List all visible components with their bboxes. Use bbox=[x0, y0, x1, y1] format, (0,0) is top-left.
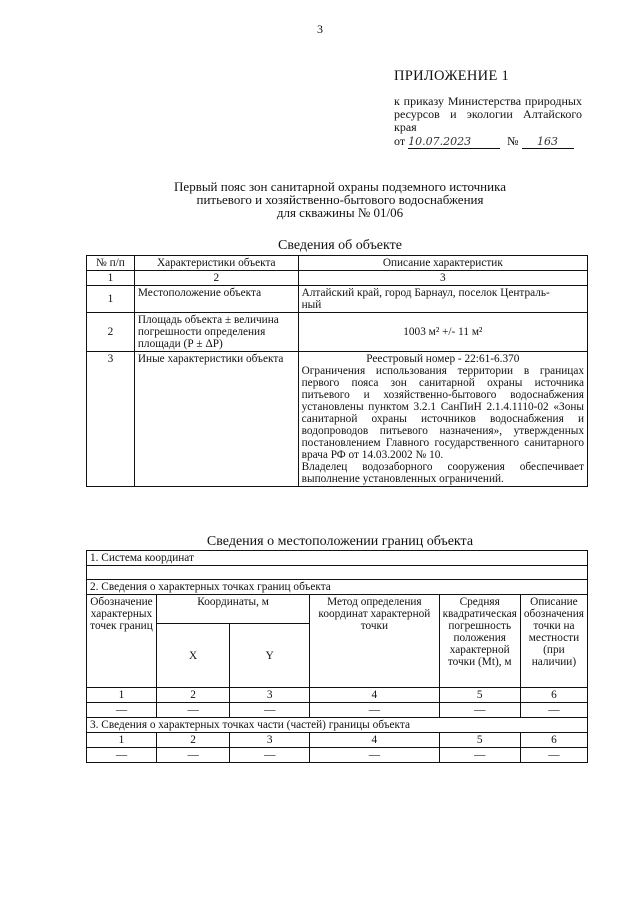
empty-value: — bbox=[439, 748, 520, 763]
header-point-description: Описание обозначения точки на местности (при наличии) bbox=[520, 595, 587, 688]
desc-line: ный bbox=[301, 299, 322, 311]
header-num: № п/п bbox=[87, 256, 135, 271]
row-characteristic: Местоположение объекта bbox=[134, 286, 298, 313]
object-table bbox=[86, 255, 588, 487]
document-title bbox=[120, 180, 560, 219]
date-prefix: от bbox=[394, 134, 406, 148]
appendix-title: ПРИЛОЖЕНИЕ 1 bbox=[394, 68, 510, 84]
blank-cell bbox=[87, 566, 588, 580]
header-designation: Обозначение характерных точек границ bbox=[87, 595, 157, 688]
row-number: 2 bbox=[87, 313, 135, 352]
header-x: X bbox=[156, 624, 229, 688]
location-table bbox=[86, 550, 588, 763]
registry-number: Реестровый номер - 22:61-6.370 bbox=[366, 353, 520, 365]
empty-value: — bbox=[87, 703, 157, 718]
column-number: 6 bbox=[520, 688, 587, 703]
boundary-part-points-row bbox=[87, 718, 588, 733]
table-row bbox=[87, 286, 588, 313]
row-number: 1 bbox=[87, 286, 135, 313]
column-number: 2 bbox=[156, 733, 229, 748]
header-number: 3 bbox=[298, 271, 587, 286]
empty-value: — bbox=[87, 748, 157, 763]
restrictions-text: Ограничения использования территории в границах первого пояса зон санитарной охраны источника питьевого и хозяйственно-бытового водоснабжения установлены пунктом 3.2.1 СанПиН 2.1.4.1110-02 «Зоны санитарной охраны источников водоснабжения и водопроводов питьевого назначения», утвержденных постановлением Главного государственного санитарного врача РФ от 14.03.2002 № 10. bbox=[301, 365, 584, 461]
number-prefix: № bbox=[507, 134, 519, 148]
column-number: 4 bbox=[310, 733, 439, 748]
empty-value: — bbox=[520, 748, 587, 763]
table-row bbox=[87, 703, 588, 718]
table-header-number-row bbox=[87, 271, 588, 286]
column-number: 5 bbox=[439, 733, 520, 748]
column-number: 6 bbox=[520, 733, 587, 748]
boundary-points-row bbox=[87, 580, 588, 595]
appendix-reference: к приказу Министерства природных ресурсов и экологии Алтайского края bbox=[394, 94, 582, 134]
table-row bbox=[87, 352, 588, 487]
empty-value: — bbox=[230, 703, 310, 718]
row-characteristic: Площадь объекта ± величина погрешности определения площади (Р ± ΔР) bbox=[134, 313, 298, 352]
number-value: 163 bbox=[522, 135, 574, 149]
column-number: 3 bbox=[230, 688, 310, 703]
table-number-row bbox=[87, 688, 588, 703]
header-y: Y bbox=[230, 624, 310, 688]
empty-value: — bbox=[439, 703, 520, 718]
boundary-points-label: 2. Сведения о характерных точках границ объекта bbox=[87, 580, 588, 595]
row-description bbox=[298, 352, 587, 487]
title-line-3: для скважины № 01/06 bbox=[276, 205, 404, 220]
row-description bbox=[298, 286, 587, 313]
boundary-part-points-label: 3. Сведения о характерных точках части (частей) границы объекта bbox=[87, 718, 588, 733]
coordinate-system-row bbox=[87, 551, 588, 566]
empty-value: — bbox=[230, 748, 310, 763]
coordinate-system-label: 1. Система координат bbox=[87, 551, 588, 566]
title-line-1: Первый пояс зон санитарной охраны подземного источника bbox=[174, 179, 506, 194]
appendix-date-line bbox=[394, 134, 584, 149]
row-characteristic: Иные характеристики объекта bbox=[134, 352, 298, 487]
page-number: 3 bbox=[317, 22, 323, 36]
owner-text: Владелец водозаборного сооружения обеспечивает выполнение установленных ограничений. bbox=[301, 461, 584, 485]
empty-value: — bbox=[310, 748, 439, 763]
empty-value: — bbox=[520, 703, 587, 718]
empty-value: — bbox=[310, 703, 439, 718]
row-number: 3 bbox=[87, 352, 135, 487]
blank-row bbox=[87, 566, 588, 580]
column-number: 5 bbox=[439, 688, 520, 703]
column-number: 2 bbox=[156, 688, 229, 703]
empty-value: — bbox=[156, 703, 229, 718]
empty-value: — bbox=[156, 748, 229, 763]
desc-line: Алтайский край, город Барнаул, поселок Централь- bbox=[301, 287, 550, 299]
date-value: 10.07.2023 bbox=[408, 135, 500, 149]
table-row bbox=[87, 748, 588, 763]
header-characteristic: Характеристики объекта bbox=[134, 256, 298, 271]
header-method: Метод определения координат характерной точки bbox=[310, 595, 439, 688]
header-coordinates: Координаты, м bbox=[156, 595, 309, 624]
table-row bbox=[87, 313, 588, 352]
header-description: Описание характеристик bbox=[298, 256, 587, 271]
title-line-2: питьевого и хозяйственно-бытового водоснабжения bbox=[196, 192, 484, 207]
header-number: 2 bbox=[134, 271, 298, 286]
column-number: 3 bbox=[230, 733, 310, 748]
table-header-row bbox=[87, 256, 588, 271]
header-error: Средняя квадратическая погрешность положения характерной точки (Mt), м bbox=[439, 595, 520, 688]
column-number: 4 bbox=[310, 688, 439, 703]
location-section-title: Сведения о местоположении границ объекта bbox=[206, 534, 474, 549]
header-number: 1 bbox=[87, 271, 135, 286]
table-number-row bbox=[87, 733, 588, 748]
table-header-row bbox=[87, 595, 588, 624]
row-description: 1003 м² +/- 11 м² bbox=[298, 313, 587, 352]
column-number: 1 bbox=[87, 688, 157, 703]
object-section-title: Сведения об объекте bbox=[278, 238, 402, 253]
column-number: 1 bbox=[87, 733, 157, 748]
